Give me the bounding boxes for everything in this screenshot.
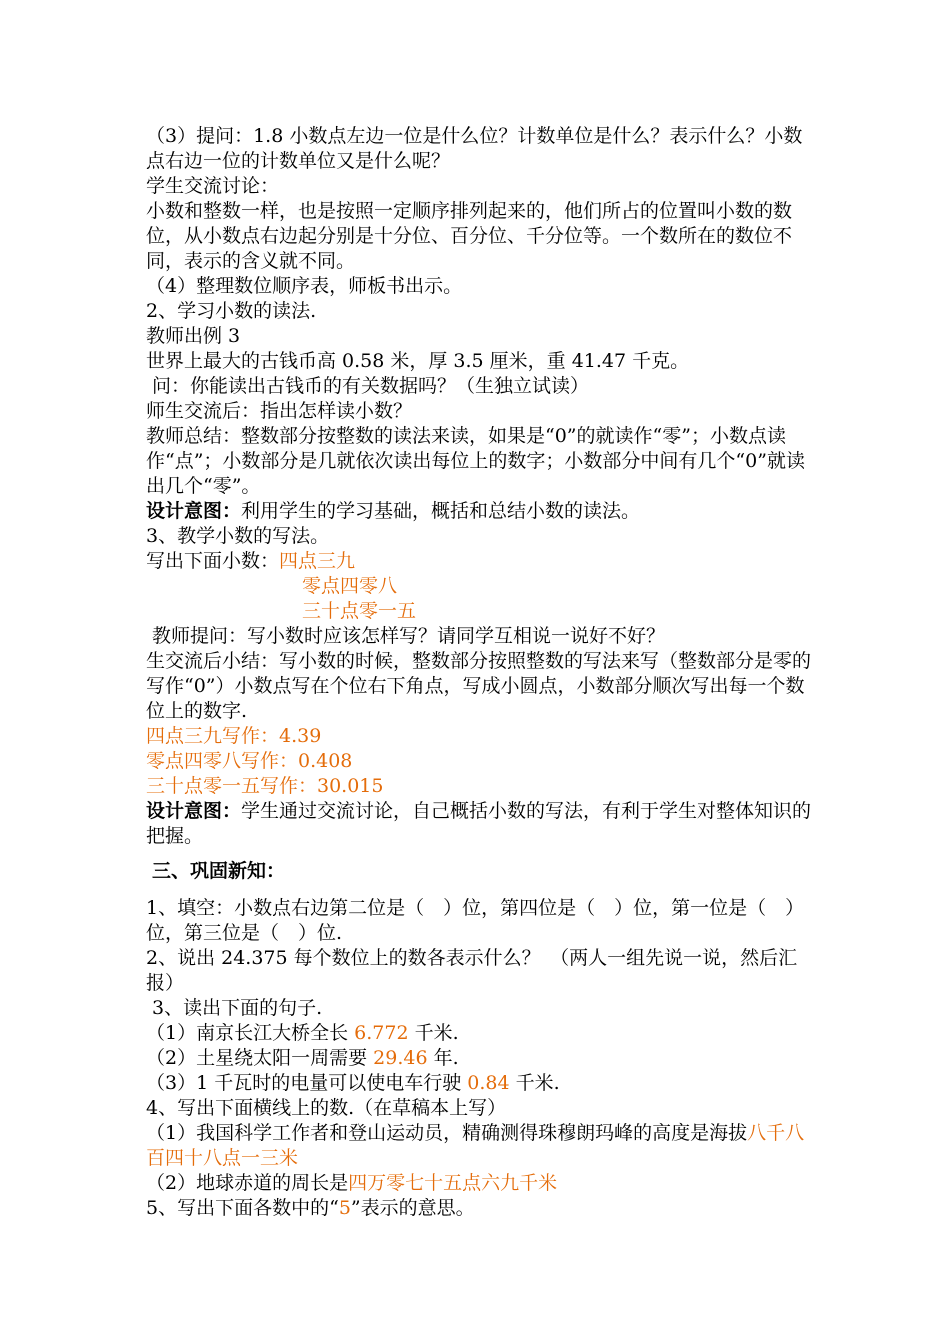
sentence-number: 八千八百四十八点一三米 (146, 1122, 805, 1169)
para-discussion-label: 学生交流讨论： (146, 175, 280, 197)
para-how-read: 师生交流后：指出怎样读小数？ (146, 400, 413, 422)
sentence-number: 0.84 (467, 1072, 510, 1094)
para-design-intent-2 (146, 799, 816, 849)
answer-3: 三十点零一五写作：30.015 (146, 775, 384, 797)
exercise-1: 1、填空：小数点右边第二位是（ ）位，第四位是（ ）位，第一位是（ ）位，第三位是（ ）位. (146, 897, 805, 944)
sentence-number: 四万零七十五点六九千米 (348, 1172, 558, 1194)
para-coin-data: 世界上最大的古钱币高 0.58 米，厚 3.5 厘米，重 41.47 千克。 (146, 350, 690, 372)
write-item-1: 四点三九 (279, 550, 356, 572)
exercise-3-2 (146, 1046, 816, 1071)
write-prompt-label: 写出下面小数： (146, 550, 280, 572)
para-writing-heading: 3、教学小数的写法。 (146, 525, 330, 547)
para-teacher-ask: 教师提问：写小数时应该怎样写？请同学互相说一说好不好？ (146, 625, 666, 647)
sentence-text: （3）1 千瓦时的电量可以使电车行驶 (146, 1072, 468, 1094)
document-page (146, 124, 816, 1221)
sentence-text: （1）南京长江大桥全长 (146, 1022, 355, 1044)
sentence-text: （2）土星绕太阳一周需要 (146, 1047, 374, 1069)
para-example-3: 教师出例 3 (146, 325, 241, 347)
exercise-3-3 (146, 1071, 816, 1096)
para-teacher-summary: 教师总结：整数部分按整数的读法来读，如果是“0”的就读作“零”；小数点读作“点”；小数部分是几就依次读出每位上的数字；小数部分中间有几个“0”就读出几个“零”。 (146, 425, 805, 497)
answer-2: 零点四零八写作：0.408 (146, 750, 353, 772)
design-intent-text: 利用学生的学习基础，概括和总结小数的读法。 (241, 500, 641, 522)
sentence-text: （1）我国科学工作者和登山运动员，精确测得珠穆朗玛峰的高度是海拔 (146, 1122, 748, 1144)
sentence-text: 5、写出下面各数中的“ (146, 1197, 339, 1219)
sentence-number: 29.46 (373, 1047, 428, 1069)
design-intent-label: 设计意图： (146, 500, 242, 522)
write-item-2: 零点四零八 (302, 575, 398, 597)
sentence-unit: ”表示的意思。 (350, 1197, 475, 1219)
para-writing-summary: 生交流后小结：写小数的时候，整数部分按照整数的写法来写（整数部分是零的写作“0”）小数点写在个位右下角点，写成小圆点，小数部分顺次写出每一个数位上的数字. (146, 650, 812, 722)
para-reading-heading: 2、学习小数的读法. (146, 300, 317, 322)
sentence-text: （2）地球赤道的周长是 (146, 1172, 349, 1194)
sentence-unit: 千米. (408, 1022, 459, 1044)
para-decimal-places: 小数和整数一样，也是按照一定顺序排列起来的，他们所占的位置叫小数的数位，从小数点右边起分别是十分位、百分位、千分位等。一个数所在的数位不同，表示的含义就不同。 (146, 200, 793, 272)
design-intent-label: 设计意图： (146, 800, 242, 822)
para-step-4: （4）整理数位顺序表，师板书出示。 (146, 275, 463, 297)
section-heading-consolidate: 三、巩固新知： (152, 860, 286, 882)
para-design-intent-1 (146, 499, 816, 524)
design-intent-text: 学生通过交流讨论，自己概括小数的写法，有利于学生对整体知识的把握。 (146, 800, 812, 847)
answer-1: 四点三九写作：4.39 (146, 725, 322, 747)
exercise-5 (146, 1196, 816, 1221)
write-item-3: 三十点零一五 (302, 600, 417, 622)
exercise-3: 3、读出下面的句子. (146, 997, 323, 1019)
para-question-3: （3）提问：1.8 小数点左边一位是什么位？计数单位是什么？表示什么？小数点右边一位的计数单位又是什么呢？ (146, 125, 803, 172)
exercise-4: 4、写出下面横线上的数.（在草稿本上写） (146, 1097, 507, 1119)
sentence-number: 5 (338, 1197, 351, 1219)
exercise-2: 2、说出 24.375 每个数位上的数各表示什么？ （两人一组先说一说，然后汇报） (146, 947, 798, 994)
sentence-unit: 千米. (509, 1072, 560, 1094)
sentence-number: 6.772 (354, 1022, 409, 1044)
exercise-4-1 (146, 1121, 816, 1171)
para-write-prompt (146, 549, 816, 574)
sentence-unit: 年. (427, 1047, 459, 1069)
exercise-4-2 (146, 1171, 816, 1196)
exercise-3-1 (146, 1021, 816, 1046)
para-ask-read: 问：你能读出古钱币的有关数据吗？（生独立试读） (146, 375, 590, 397)
